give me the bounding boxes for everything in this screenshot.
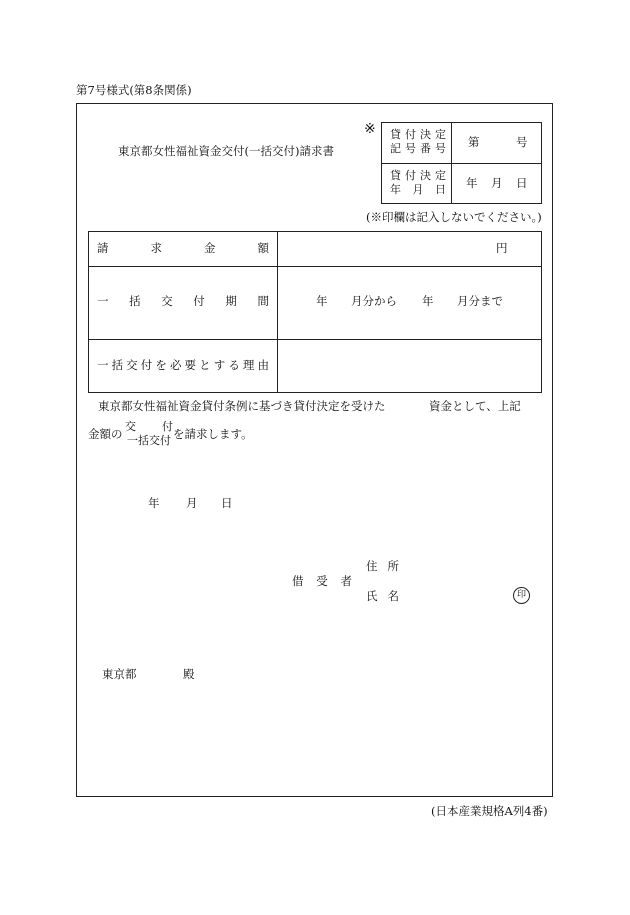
statement-line2-suffix: を請求します。 [173, 427, 253, 441]
addressee-honorific: 殿 [183, 667, 195, 681]
asterisk-mark: ※ [364, 121, 376, 137]
request-table [88, 231, 542, 393]
stamp-column-divider [451, 123, 452, 203]
name-label: 氏名 [366, 589, 399, 603]
yen-unit: 円 [496, 241, 508, 255]
decision-day-label: 日 [516, 176, 528, 190]
loan-decision-date-label [390, 169, 446, 197]
loan-decision-number-label-line1: 貸付決定 [390, 128, 446, 141]
lump-sum-reason-label: 一括交付を必要とする理由 [97, 358, 269, 372]
payment-choice-lump-sum: 一括交付 [127, 434, 171, 447]
period-from-month: 月分から [351, 294, 397, 308]
loan-decision-number-label [390, 128, 446, 156]
lump-sum-period-label: 一括交付期間 [97, 294, 269, 308]
loan-decision-number-label-line2: 記号番号 [390, 142, 446, 155]
statement-line2-prefix: 金額の [88, 427, 123, 441]
stamp-row-divider [382, 163, 541, 164]
borrower-label: 借受者 [292, 574, 352, 588]
period-to-year: 年 [422, 294, 434, 308]
period-to-month: 月分まで [457, 294, 503, 308]
table-row-divider-2 [89, 339, 541, 340]
seal-mark: 印 [513, 587, 530, 604]
form-number-label: 第7号様式(第8条関係) [76, 83, 192, 97]
decision-year-label: 年 [466, 176, 478, 190]
address-label: 住所 [366, 559, 399, 573]
form-title: 東京都女性福祉資金交付(一括交付)請求書 [118, 144, 334, 158]
table-column-divider [277, 232, 278, 392]
form-frame [76, 103, 553, 797]
request-amount-label: 請求金額 [97, 241, 269, 255]
period-from-year: 年 [316, 294, 328, 308]
paper-size-note: (日本産業規格A列4番) [431, 804, 548, 818]
number-prefix: 第 [468, 135, 480, 149]
loan-decision-date-label-line1: 貸付決定 [390, 169, 446, 182]
table-row-divider-1 [89, 266, 541, 267]
request-year-label: 年 [148, 496, 160, 510]
loan-decision-date-label-line2: 年 月 日 [390, 183, 446, 196]
addressee-org: 東京都 [102, 667, 137, 681]
statement-line1-part2: 資金として、上記 [429, 399, 521, 413]
stamp-note: (※印欄は記入しないでください。) [366, 210, 542, 224]
payment-choice-regular: 交 付 [125, 420, 173, 433]
payment-type-choice [125, 420, 173, 448]
number-suffix: 号 [516, 135, 528, 149]
statement-line1-part1: 東京都女性福祉資金貸付条例に基づき貸付決定を受けた [98, 399, 386, 413]
office-use-stamp-box [381, 122, 542, 204]
request-month-label: 月 [186, 496, 198, 510]
request-day-label: 日 [221, 496, 233, 510]
decision-month-label: 月 [491, 176, 503, 190]
